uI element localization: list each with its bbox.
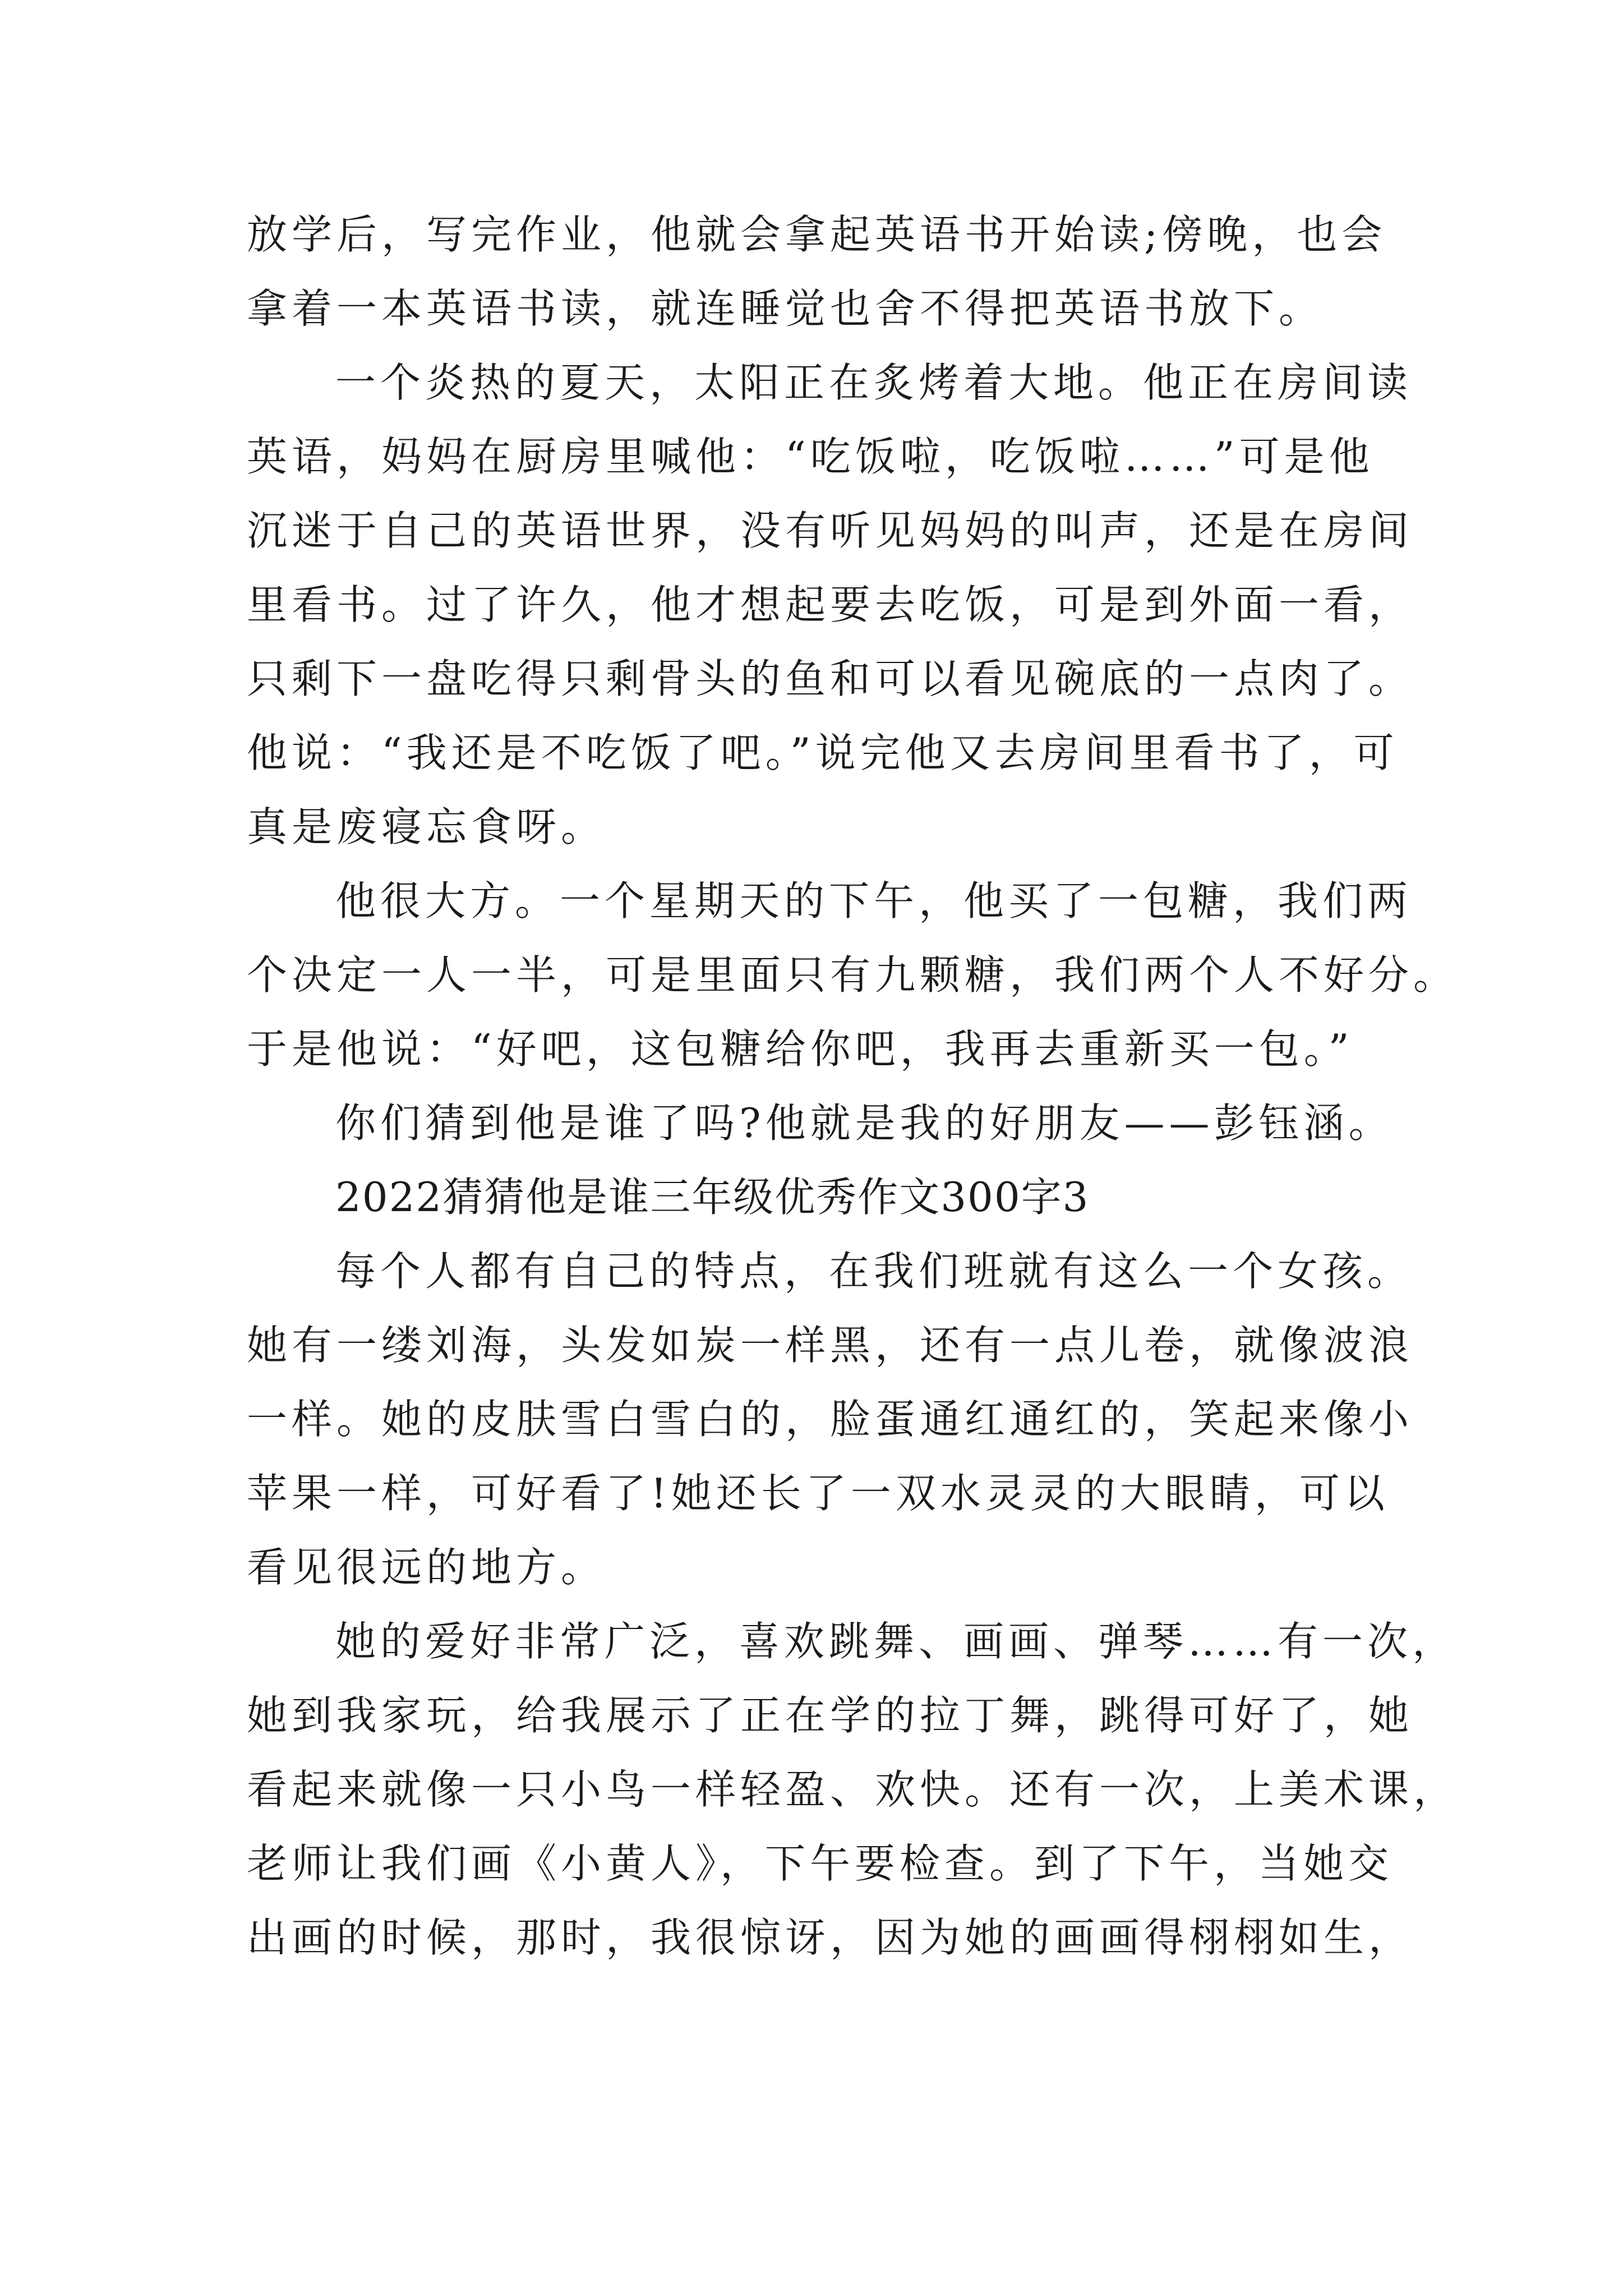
text-line: 你们猜到他是谁了吗?他就是我的好朋友——彭钰涵。 <box>335 1099 1394 1147</box>
text-line: 每个人都有自己的特点，在我们班就有这么一个女孩。 <box>335 1248 1413 1295</box>
text-line: 出画的时候，那时，我很惊讶，因为她的画画得栩栩如生， <box>247 1914 1414 1961</box>
text-line: 个决定一人一半，可是里面只有九颗糖，我们两个人不好分。 <box>247 951 1459 999</box>
text-line: 放学后，写完作业，他就会拿起英语书开始读;傍晚，也会 <box>247 211 1387 258</box>
text-line: 沉迷于自己的英语世界，没有听见妈妈的叫声，还是在房间 <box>247 507 1414 554</box>
text-line: 拿着一本英语书读，就连睡觉也舍不得把英语书放下。 <box>247 285 1324 332</box>
text-line: 只剩下一盘吃得只剩骨头的鱼和可以看见碗底的一点肉了。 <box>247 655 1414 702</box>
text-line: 看见很远的地方。 <box>247 1544 606 1591</box>
text-line: 老师让我们画《小黄人》，下午要检查。到了下午，当她交 <box>247 1840 1394 1887</box>
text-line: 他说：“我还是不吃饭了吧。”说完他又去房间里看书了，可 <box>247 729 1399 776</box>
text-line: 里看书。过了许久，他才想起要去吃饭，可是到外面一看， <box>247 581 1414 628</box>
text-line: 英语，妈妈在厨房里喊他：“吃饭啦，吃饭啦……”可是他 <box>247 433 1374 480</box>
text-line: 真是废寝忘食呀。 <box>247 803 606 850</box>
text-line: 一样。她的皮肤雪白雪白的，脸蛋通红通红的，笑起来像小 <box>247 1396 1414 1443</box>
text-line: 苹果一样，可好看了!她还长了一双水灵灵的大眼睛，可以 <box>247 1470 1389 1517</box>
text-line: 于是他说：“好吧，这包糖给你吧，我再去重新买一包。” <box>247 1025 1354 1073</box>
text-line: 她到我家玩，给我展示了正在学的拉丁舞，跳得可好了，她 <box>247 1692 1414 1739</box>
body-text <box>247 197 1459 1975</box>
text-line: 看起来就像一只小鸟一样轻盈、欢快。还有一次，上美术课， <box>247 1766 1459 1813</box>
text-line: 一个炎热的夏天，太阳正在炙烤着大地。他正在房间读 <box>335 359 1413 406</box>
text-line: 他很大方。一个星期天的下午，他买了一包糖，我们两 <box>335 877 1413 924</box>
text-line: 她有一缕刘海，头发如炭一样黑，还有一点儿卷，就像波浪 <box>247 1322 1414 1369</box>
text-line: 她的爱好非常广泛，喜欢跳舞、画画、弹琴……有一次， <box>335 1618 1458 1665</box>
section-heading: 2022猜猜他是谁三年级优秀作文300字3 <box>335 1174 1090 1221</box>
